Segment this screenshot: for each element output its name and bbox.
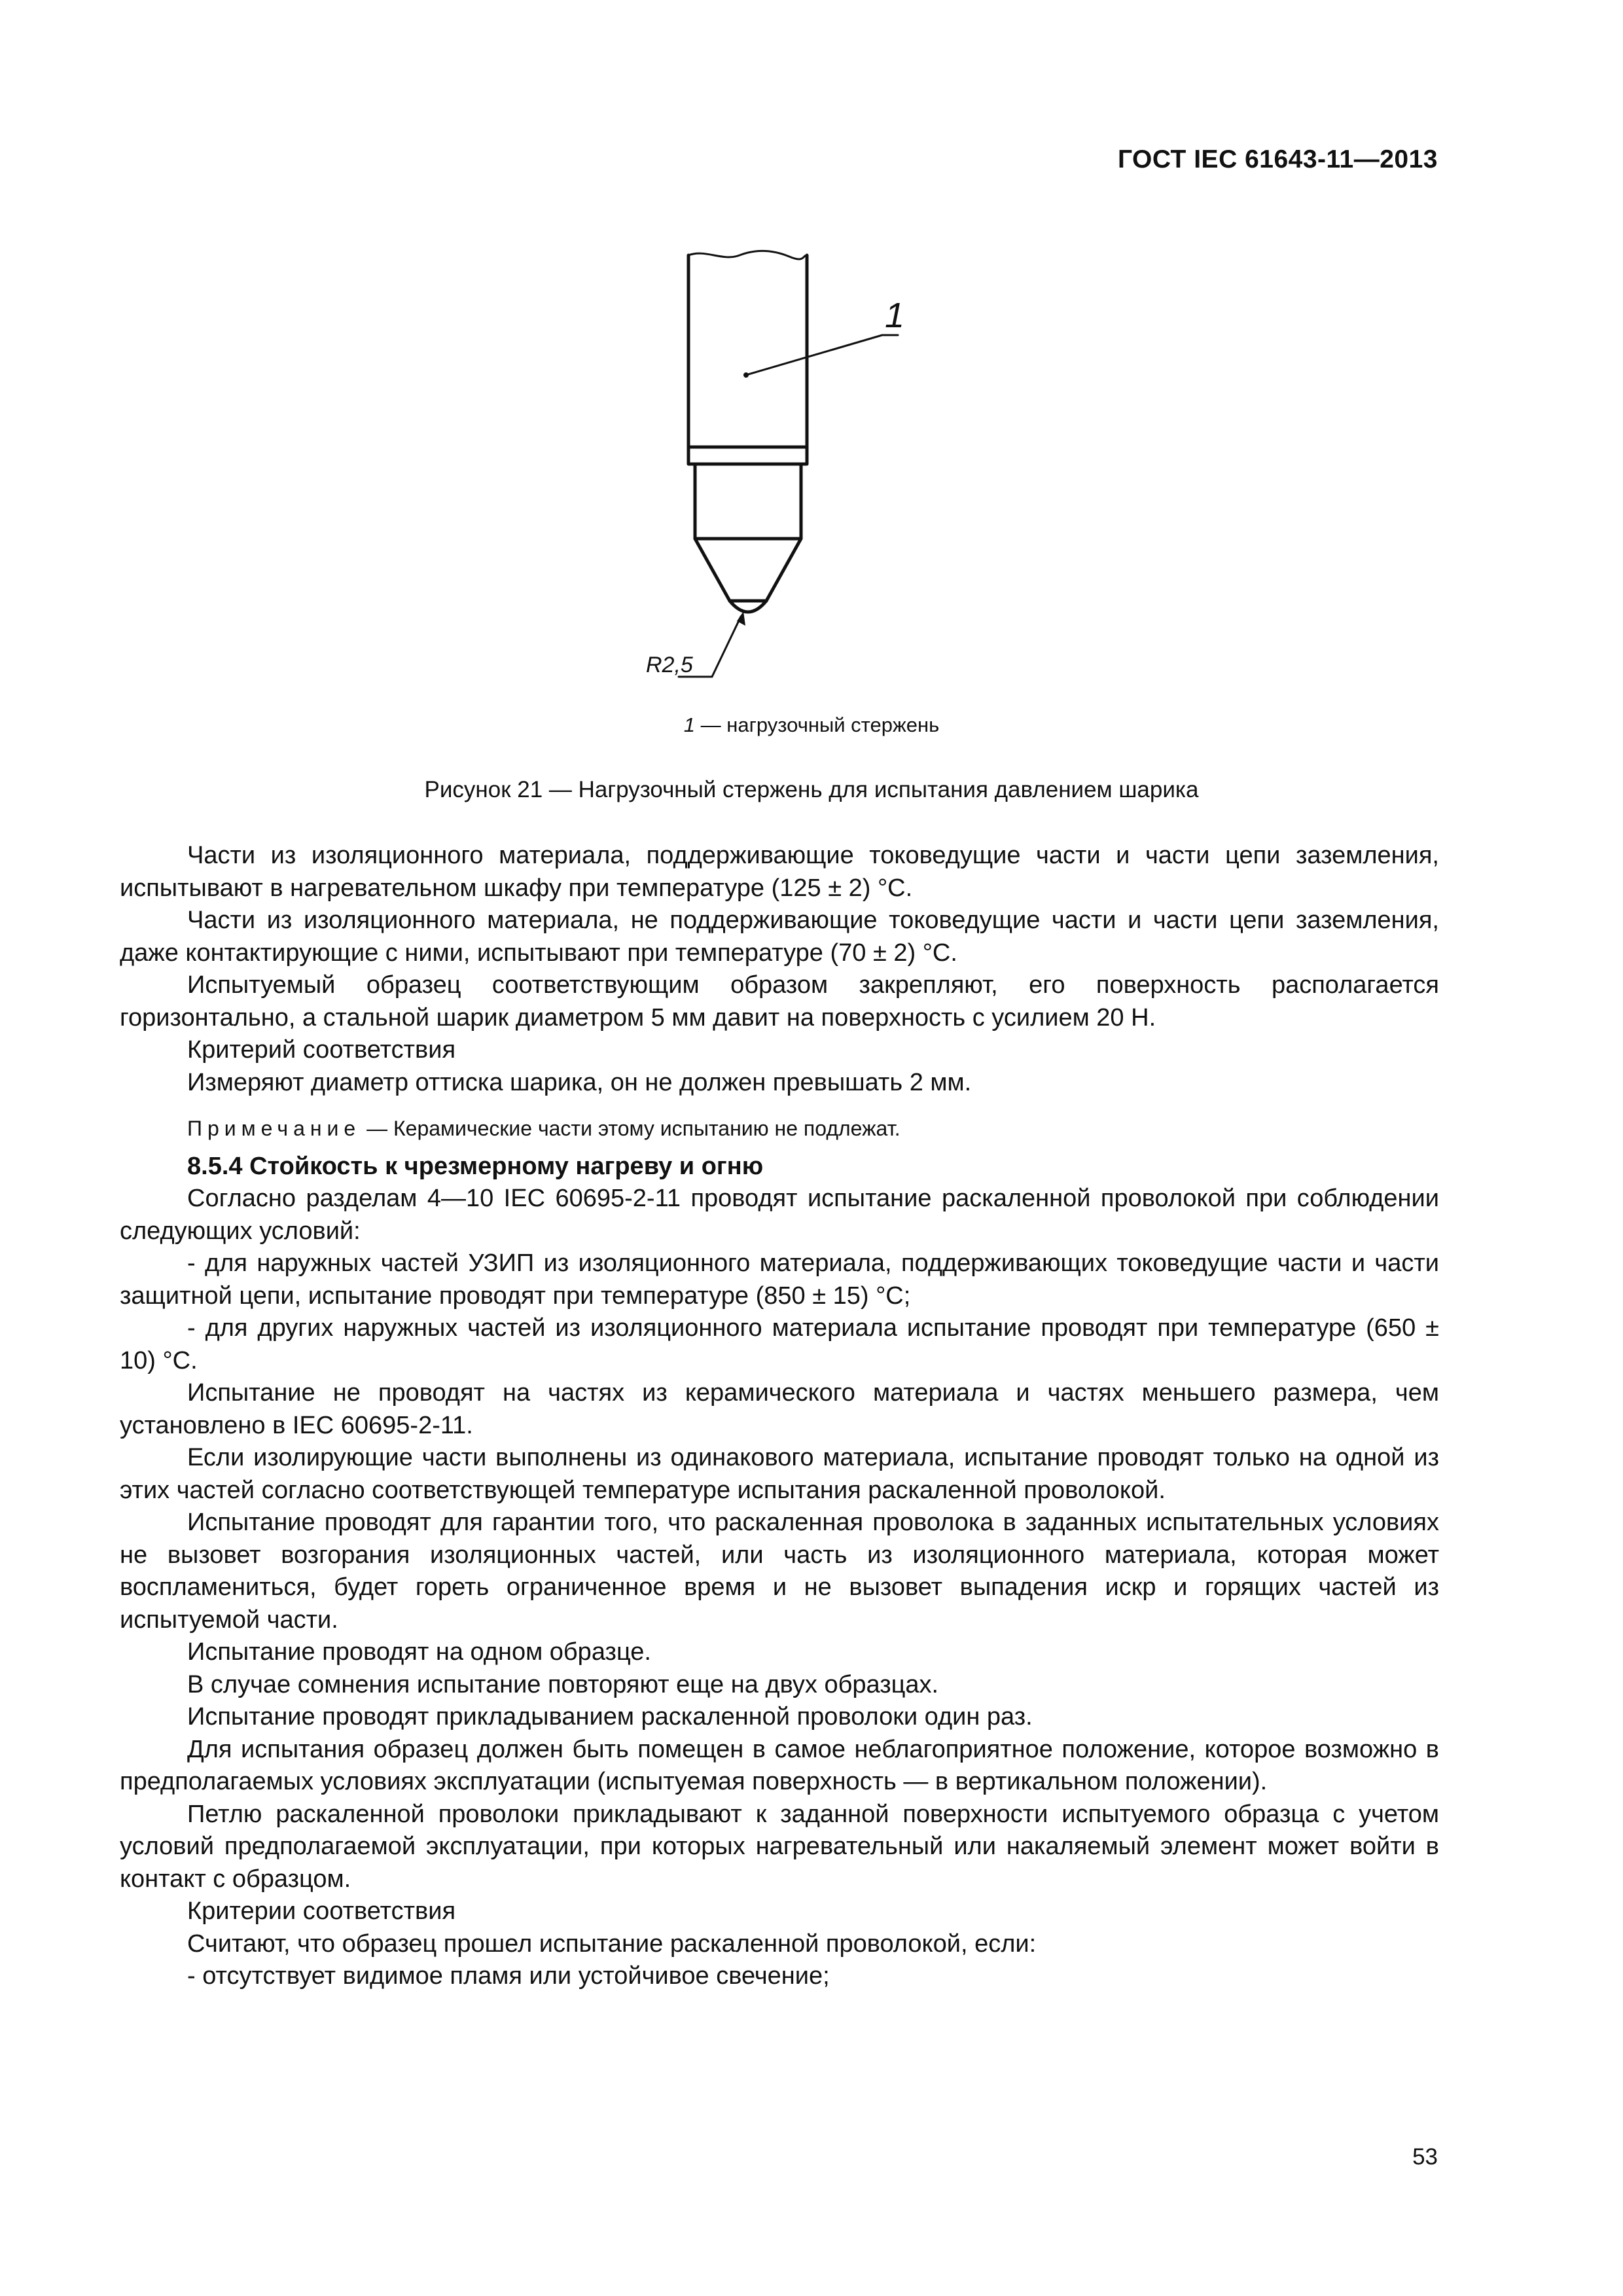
paragraph: Испытание проводят для гарантии того, что раскаленная проволока в заданных испытательных условиях не вызовет возгорания изоляционных частей, или часть из изоляционного материала, которая может воспламениться, будет гореть ограниченное время и не вызовет выпадения искр и горящих частей из испытуемой части.: [120, 1509, 1439, 1634]
paragraph: Петлю раскаленной проволоки прикладывают к заданной поверхности испытуемого образца с учетом условий предполагаемой эксплуатации, при которых нагревательный или накаляемый элемент может войти в контакт с образцом.: [120, 1800, 1439, 1893]
paragraph: Части из изоляционного материала, не поддерживающие токоведущие части и части цепи заземления, даже контактирующие с ними, испытывают при температуре (70 ± 2) °С.: [120, 906, 1439, 967]
paragraph: В случае сомнения испытание повторяют еще на двух образцах.: [187, 1670, 939, 1698]
paragraph: Критерии соответствия: [187, 1897, 456, 1925]
legend-text: — нагрузочный стержень: [694, 713, 940, 736]
figure-load-rod: [589, 216, 1034, 720]
callout-leader-1: [746, 335, 898, 375]
paragraph: Критерий соответствия: [187, 1036, 456, 1064]
note-text: — Керамические части этому испытанию не подлежат.: [361, 1117, 901, 1140]
figure-caption: Рисунок 21 — Нагрузочный стержень для испытания давлением шарика: [424, 777, 1199, 802]
paragraph: Испытание не проводят на частях из керамического материала и частях меньшего размера, чем установлено в IEC 60695-2-11.: [120, 1379, 1439, 1439]
paragraph: Согласно разделам 4—10 IEC 60695-2-11 проводят испытание раскаленной проволокой при соблюдении следующих условий:: [120, 1185, 1439, 1245]
callout-number: 1: [885, 296, 905, 335]
body-text: [120, 840, 1439, 1993]
rod-break-line: [688, 251, 807, 259]
paragraph: Измеряют диаметр оттиска шарика, он не должен превышать 2 мм.: [187, 1068, 972, 1096]
paragraph: Части из изоляционного материала, поддерживающие токоведущие части и части цепи заземления, испытывают в нагревательном шкафу при температуре (125 ± 2) °С.: [120, 842, 1439, 902]
paragraph: Испытание проводят прикладыванием раскаленной проволоки один раз.: [187, 1703, 1033, 1731]
rod-collar: [688, 447, 807, 464]
list-item: - для наружных частей УЗИП из изоляционного материала, поддерживающих токоведущие части и части защитной цепи, испытание проводят при температуре (850 ± 15) °С;: [120, 1249, 1439, 1310]
figure-legend: [0, 713, 1623, 737]
section-heading: 8.5.4 Стойкость к чрезмерному нагреву и огню: [187, 1153, 764, 1180]
radius-label: R2,5: [646, 653, 693, 677]
paragraph: Считают, что образец прошел испытание раскаленной проволокой, если:: [187, 1929, 1037, 1958]
paragraph: Если изолирующие части выполнены из одинакового материала, испытание проводят только на одной из этих частей согласно соответствующей температуре испытания раскаленной проволокой.: [120, 1444, 1439, 1504]
rod-ball-tip: [730, 601, 766, 612]
document-code: ГОСТ IEC 61643-11—2013: [1117, 145, 1438, 173]
load-rod-drawing: [589, 216, 1034, 720]
note: [120, 1112, 1439, 1145]
page-number: 53: [1412, 2144, 1438, 2170]
callout-dot: [743, 372, 749, 378]
rod-lower-cylinder: [695, 464, 801, 539]
note-label: Примечание: [187, 1117, 361, 1140]
rod-cone: [695, 539, 801, 601]
rod-upper-body: [688, 255, 807, 447]
list-item: - для других наружных частей из изоляционного материала испытание проводят при температуре (650 ± 10) °С.: [120, 1314, 1439, 1374]
paragraph: Испытание проводят на одном образце.: [187, 1638, 651, 1666]
paragraph: Испытуемый образец соответствующим образом закрепляют, его поверхность располагается горизонтально, а стальной шарик диаметром 5 мм давит на поверхность с усилием 20 Н.: [120, 971, 1439, 1031]
paragraph: Для испытания образец должен быть помещен в самое неблагоприятное положение, которое возможно в предполагаемых условиях эксплуатации (испытуемая поверхность — в вертикальном положении).: [120, 1735, 1439, 1795]
legend-number: 1: [683, 713, 695, 736]
list-item: - отсутствует видимое пламя или устойчивое свечение;: [187, 1962, 830, 1990]
